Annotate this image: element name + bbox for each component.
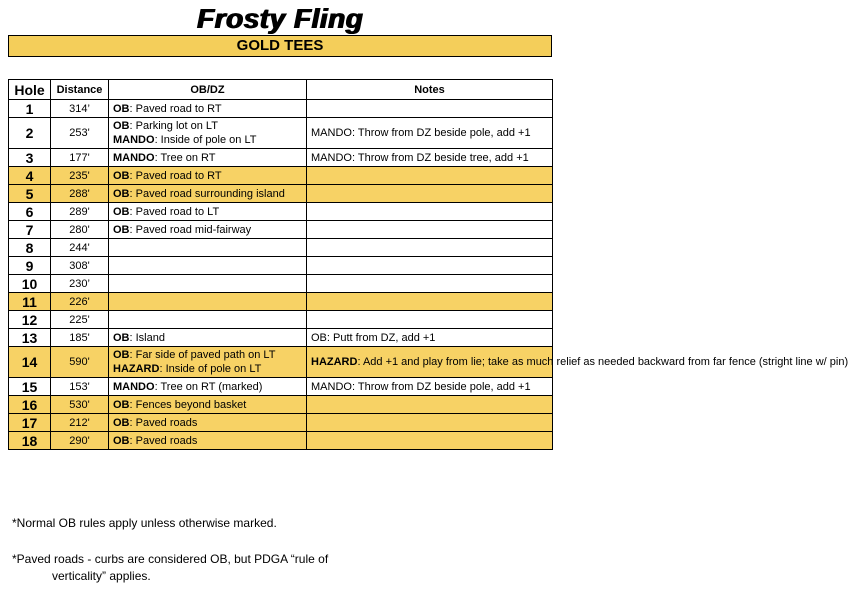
- footnote-paved-roads: [12, 551, 328, 585]
- hole-number: 7: [9, 221, 51, 239]
- page-title: Frosty Fling: [196, 3, 364, 34]
- obdz-line: [113, 362, 302, 376]
- obdz-label: OB: [113, 169, 130, 182]
- obdz-text: : Tree on RT (marked): [154, 380, 263, 393]
- hole-number: 14: [9, 347, 51, 378]
- hole-distance: 253': [51, 118, 109, 149]
- table-row: [9, 239, 553, 257]
- hole-notes: [307, 293, 553, 311]
- hole-distance: 235': [51, 167, 109, 185]
- hole-obdz: [109, 432, 307, 450]
- hole-notes: [307, 347, 848, 378]
- hole-number: 18: [9, 432, 51, 450]
- obdz-line: [113, 398, 302, 412]
- table-row: [9, 414, 553, 432]
- obdz-line: [113, 223, 302, 237]
- hole-number: 5: [9, 185, 51, 203]
- table-row: [9, 396, 553, 414]
- tee-banner: GOLD TEES: [8, 35, 552, 57]
- obdz-label: OB: [113, 416, 130, 429]
- obdz-label: OB: [113, 205, 130, 218]
- hole-distance: 185': [51, 329, 109, 347]
- hole-number: 12: [9, 311, 51, 329]
- hole-notes: [307, 275, 553, 293]
- notes-text: : Add +1 and play from lie; take as much relief as needed backward from far fence (stright line w/ pin): [357, 356, 848, 368]
- obdz-line: [113, 119, 302, 133]
- table-header-row: [9, 80, 553, 100]
- hole-notes: [307, 414, 553, 432]
- hole-obdz: [109, 414, 307, 432]
- table-row: [9, 100, 553, 118]
- table-row: [9, 378, 553, 396]
- table-row: [9, 185, 553, 203]
- table-row: [9, 221, 553, 239]
- obdz-text: : Paved road to LT: [129, 205, 220, 218]
- obdz-text: : Inside of pole on LT: [154, 134, 257, 146]
- footnote-paved-roads-line2: verticality” applies.: [52, 569, 151, 583]
- hole-notes: [307, 100, 553, 118]
- hole-notes: [307, 257, 553, 275]
- hole-notes: [307, 432, 553, 450]
- hole-distance: 288': [51, 185, 109, 203]
- hole-notes: [307, 239, 553, 257]
- hole-notes: [307, 203, 553, 221]
- obdz-text: : Tree on RT: [154, 151, 216, 164]
- notes-line: [311, 126, 548, 140]
- table-row: [9, 329, 553, 347]
- obdz-line: [113, 348, 302, 362]
- hole-distance: 225': [51, 311, 109, 329]
- hole-obdz: [109, 257, 307, 275]
- obdz-label: MANDO: [113, 380, 155, 393]
- obdz-line: [113, 102, 302, 116]
- hole-obdz: [109, 221, 307, 239]
- hole-obdz: [109, 293, 307, 311]
- hole-distance: 153': [51, 378, 109, 396]
- notes-text: MANDO: Throw from DZ beside pole, add +1: [311, 380, 531, 393]
- obdz-text: : Far side of paved path on LT: [129, 349, 276, 361]
- hole-distance: 530': [51, 396, 109, 414]
- obdz-text: : Paved roads: [129, 434, 198, 447]
- obdz-label: OB: [113, 398, 130, 411]
- table-row: [9, 311, 553, 329]
- notes-line: [311, 151, 548, 165]
- holes-table: [8, 79, 848, 450]
- obdz-label: OB: [113, 331, 130, 344]
- hole-notes: [307, 329, 553, 347]
- table-row: [9, 257, 553, 275]
- hole-distance: 314’: [51, 100, 109, 118]
- hole-obdz: [109, 100, 307, 118]
- obdz-label: MANDO: [113, 134, 155, 146]
- obdz-label: OB: [113, 102, 130, 115]
- obdz-text: : Paved road to RT: [129, 169, 222, 182]
- hole-notes: [307, 118, 553, 149]
- hole-obdz: [109, 118, 307, 149]
- notes-line: [311, 331, 548, 345]
- hole-notes: [307, 149, 553, 167]
- hole-distance: 230’: [51, 275, 109, 293]
- hole-obdz: [109, 203, 307, 221]
- obdz-text: : Island: [129, 331, 165, 344]
- hole-obdz: [109, 167, 307, 185]
- hole-number: 3: [9, 149, 51, 167]
- hole-distance: 308': [51, 257, 109, 275]
- obdz-line: [113, 416, 302, 430]
- table-row: [9, 118, 553, 149]
- hole-number: 11: [9, 293, 51, 311]
- obdz-line: [113, 169, 302, 183]
- obdz-label: OB: [113, 187, 130, 200]
- obdz-label: HAZARD: [113, 363, 160, 375]
- header-hole: Hole: [9, 80, 51, 100]
- obdz-line: [113, 205, 302, 219]
- footnote-paved-roads-line1: *Paved roads - curbs are considered OB, but PDGA “rule of: [12, 552, 329, 566]
- notes-line: [311, 380, 548, 394]
- hole-obdz: [109, 275, 307, 293]
- table-row: [9, 275, 553, 293]
- notes-text: MANDO: Throw from DZ beside tree, add +1: [311, 151, 529, 164]
- obdz-text: : Paved road surrounding island: [129, 187, 285, 200]
- hole-obdz: [109, 185, 307, 203]
- hole-number: 13: [9, 329, 51, 347]
- hole-number: 10: [9, 275, 51, 293]
- hole-distance: 289': [51, 203, 109, 221]
- hole-notes: [307, 311, 553, 329]
- obdz-line: [113, 380, 302, 394]
- hole-number: 8: [9, 239, 51, 257]
- obdz-line: [113, 331, 302, 345]
- notes-text: MANDO: Throw from DZ beside pole, add +1: [311, 127, 531, 139]
- hole-distance: 244': [51, 239, 109, 257]
- obdz-text: : Inside of pole on LT: [159, 363, 262, 375]
- hole-obdz: [109, 329, 307, 347]
- obdz-text: : Paved road to RT: [129, 102, 222, 115]
- obdz-text: : Paved road mid-fairway: [129, 223, 252, 236]
- hole-number: 17: [9, 414, 51, 432]
- hole-number: 9: [9, 257, 51, 275]
- table-row: [9, 149, 553, 167]
- hole-obdz: [109, 239, 307, 257]
- obdz-text: : Paved roads: [129, 416, 198, 429]
- table-row: [9, 432, 553, 450]
- hole-distance: 590': [51, 347, 109, 378]
- hole-notes: [307, 378, 553, 396]
- header-distance: Distance: [51, 80, 109, 100]
- obdz-line: [113, 133, 302, 147]
- hole-obdz: [109, 149, 307, 167]
- hole-distance: 212': [51, 414, 109, 432]
- hole-obdz: [109, 396, 307, 414]
- hole-obdz: [109, 311, 307, 329]
- obdz-label: OB: [113, 223, 130, 236]
- hole-number: 2: [9, 118, 51, 149]
- header-obdz: OB/DZ: [109, 80, 307, 100]
- table-row: [9, 167, 553, 185]
- notes-label: HAZARD: [311, 356, 358, 368]
- hole-distance: 177': [51, 149, 109, 167]
- obdz-text: : Fences beyond basket: [129, 398, 247, 411]
- hole-obdz: [109, 378, 307, 396]
- hole-distance: 226': [51, 293, 109, 311]
- hole-number: 6: [9, 203, 51, 221]
- hole-number: 4: [9, 167, 51, 185]
- table-row: [9, 203, 553, 221]
- hole-notes: [307, 396, 553, 414]
- hole-notes: [307, 221, 553, 239]
- obdz-label: MANDO: [113, 151, 155, 164]
- notes-line: [311, 355, 848, 369]
- obdz-line: [113, 151, 302, 165]
- hole-notes: [307, 167, 553, 185]
- obdz-label: OB: [113, 349, 130, 361]
- obdz-label: OB: [113, 434, 130, 447]
- hole-distance: 280': [51, 221, 109, 239]
- obdz-line: [113, 187, 302, 201]
- notes-text: OB: Putt from DZ, add +1: [311, 331, 436, 344]
- header-notes: Notes: [307, 80, 553, 100]
- hole-number: 15: [9, 378, 51, 396]
- table-row: [9, 347, 553, 378]
- holes-body: [9, 100, 848, 450]
- hole-distance: 290': [51, 432, 109, 450]
- footnote-ob-rules: *Normal OB rules apply unless otherwise marked.: [12, 516, 277, 530]
- hole-notes: [307, 185, 553, 203]
- hole-number: 16: [9, 396, 51, 414]
- obdz-label: OB: [113, 120, 130, 132]
- hole-obdz: [109, 347, 307, 378]
- obdz-line: [113, 434, 302, 448]
- hole-number: 1: [9, 100, 51, 118]
- table-row: [9, 293, 553, 311]
- obdz-text: : Parking lot on LT: [129, 120, 218, 132]
